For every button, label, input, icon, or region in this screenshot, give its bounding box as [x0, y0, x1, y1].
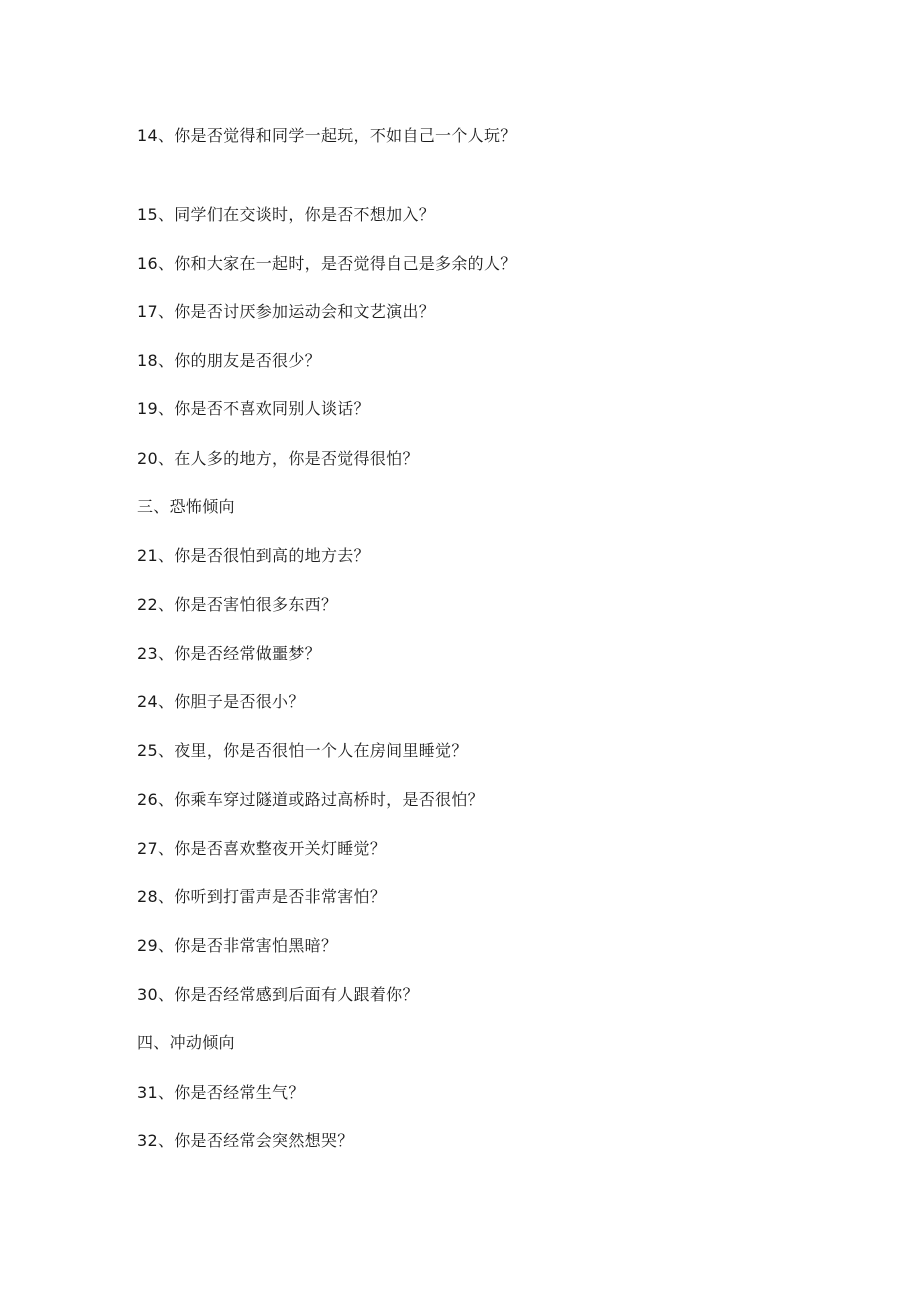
question-28: 28、你听到打雷声是否非常害怕？ — [137, 887, 387, 906]
question-15: 15、同学们在交谈时，你是否不想加入？ — [137, 205, 436, 224]
question-20: 20、在人多的地方，你是否觉得很怕？ — [137, 449, 419, 468]
question-19: 19、你是否不喜欢同别人谈话？ — [137, 399, 370, 418]
question-18: 18、你的朋友是否很少？ — [137, 351, 321, 370]
question-22: 22、你是否害怕很多东西？ — [137, 595, 338, 614]
question-17: 17、你是否讨厌参加运动会和文艺演出？ — [137, 302, 436, 321]
question-16: 16、你和大家在一起时，是否觉得自己是多余的人？ — [137, 254, 517, 273]
question-31: 31、你是否经常生气？ — [137, 1083, 305, 1102]
question-32: 32、你是否经常会突然想哭？ — [137, 1131, 354, 1150]
question-14: 14、你是否觉得和同学一起玩，不如自己一个人玩？ — [137, 126, 517, 145]
question-26: 26、你乘车穿过隧道或路过高桥时，是否很怕？ — [137, 790, 484, 809]
question-25: 25、夜里，你是否很怕一个人在房间里睡觉？ — [137, 741, 468, 760]
question-29: 29、你是否非常害怕黑暗？ — [137, 936, 338, 955]
section-heading-impulse: 四、冲动倾向 — [137, 1033, 235, 1052]
question-21: 21、你是否很怕到高的地方去？ — [137, 546, 370, 565]
question-27: 27、你是否喜欢整夜开关灯睡觉？ — [137, 839, 387, 858]
question-24: 24、你胆子是否很小？ — [137, 692, 305, 711]
section-heading-fear: 三、恐怖倾向 — [137, 497, 235, 516]
question-30: 30、你是否经常感到后面有人跟着你？ — [137, 985, 419, 1004]
question-23: 23、你是否经常做噩梦？ — [137, 644, 321, 663]
